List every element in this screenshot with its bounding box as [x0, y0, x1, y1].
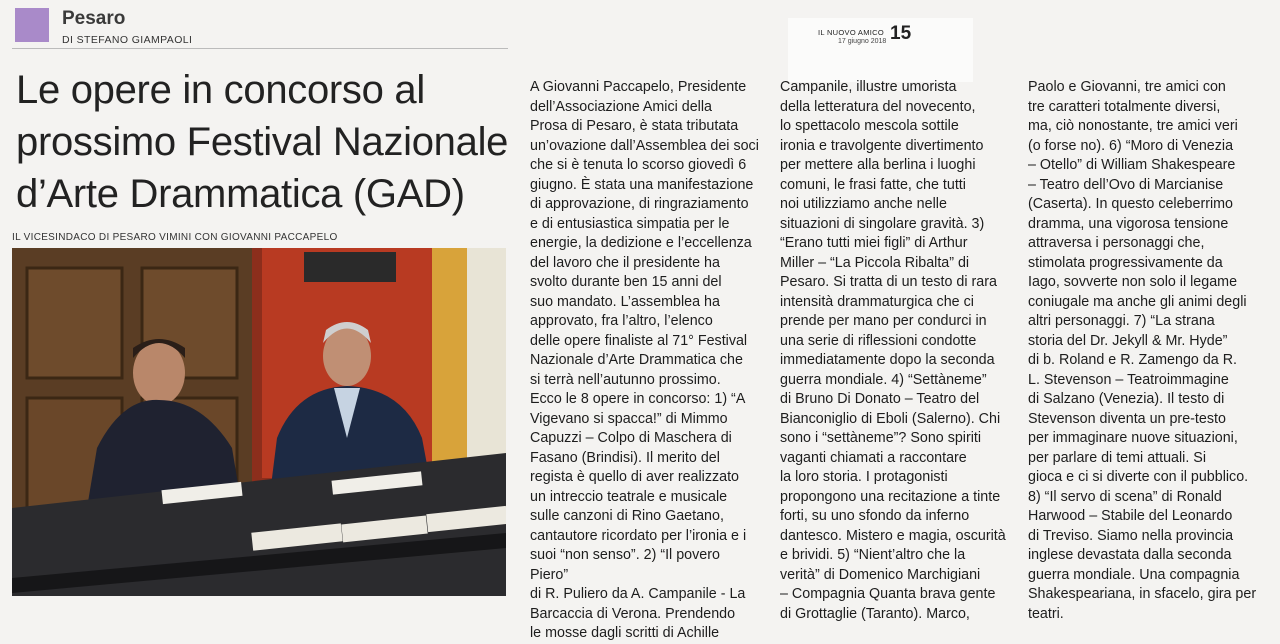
page-number: 15 [890, 23, 912, 44]
section-name: Pesaro [62, 8, 126, 29]
header-divider [12, 48, 508, 49]
article-photo [12, 248, 506, 596]
section-color-square [15, 8, 49, 42]
author-byline: DI STEFANO GIAMPAOLI [62, 34, 193, 46]
masthead-label [788, 18, 973, 82]
article-column-3: Paolo e Giovanni, tre amici con tre caratteri totalmente diversi, ma, ciò nonostante, tre amici veri (o forse no). 6) “Moro di Venezia – Otello” di William Shakespeare – Teatro dell’Ovo di Marcianise (Caserta). In questo celeberrimo dramma, una vigorosa tensione attraversa i personaggi che, stimolata progressivamente da Iago, sovverte non solo il legame coniugale ma anche gli animi degli altri personaggi. 7) “La strana storia del Dr. Jekyll & Mr. Hyde” di b. Roland e R. Zamengo da R. L. Stevenson – Teatroimmagine di Salzano (Venezia). Il testo di Stevenson diventa un pre-testo per immaginare nuove situazioni, per parlare di temi attuali. Si gioca e ci si diverte con il pubblico. 8) “Il servo di scena” di Ronald Harwood – Stabile del Leonardo di Treviso. Siamo nella provincia inglese devastata dalla seconda guerra mondiale. Una compagnia Shakespeariana, in sfacelo, gira per teatri. [1028, 79, 1257, 622]
article-column-2: Campanile, illustre umorista della letteratura del novecento, lo spettacolo mescola sottile ironia e travolgente divertimento per mettere alla berlina i luoghi comuni, le frasi fatte, che tutti noi utilizziamo anche nelle situazioni di singolare gravità. 3) “Erano tutti miei figli” di Arthur Miller – “La Piccola Ribalta” di Pesaro. Si tratta di un testo di rara intensità drammaturgica che ci prende per mano per condurci in una serie di riflessioni condotte immediatamente dopo la seconda guerra mondiale. 4) “Settàneme” di Bruno Di Donato – Teatro del Bianconiglio di Eboli (Salerno). Chi sono i “settàneme”? Sono spiriti vaganti chiamati a raccontare la loro storia. I protagonisti propongono una recitazione a tinte forti, su uno sfondo da inferno dantesco. Mistero e magia, oscurità e brividi. 5) “Nient’altro che la verità” di Domenico Marchigiani – Compagnia Quanta brava gente di Grottaglie (Taranto). Marco, [780, 79, 1006, 622]
issue-date: 17 giugno 2018 [838, 38, 887, 45]
article-headline: Le opere in concorso al prossimo Festival Nazionale d’Arte Drammatica (GAD) [16, 68, 509, 216]
photo-caption: IL VICESINDACO DI PESARO VIMINI CON GIOVANNI PACCAPELO [12, 232, 338, 243]
article-column-1: A Giovanni Paccapelo, Presidente dell’Associazione Amici della Prosa di Pesaro, è stata tributata un’ovazione dall’Assemblea dei soci che si è tenuta lo scorso giovedì 6 giugno. È stata una manifestazione di approvazione, di ringraziamento e di entusiastica simpatia per le energie, la dedizione e l’eccellenza del lavoro che il presidente ha svolto durante ben 15 anni del suo mandato. L’assemblea ha approvato, fra l’altro, l’elenco delle opere finaliste al 71° Festival Nazionale d’Arte Drammatica che si terrà nell’autunno prossimo. Ecco le 8 opere in concorso: 1) “A Vigevano si spacca!” di Mimmo Capuzzi – Colpo di Maschera di Fasano (Brindisi). Il merito del regista è quello di aver realizzato un intreccio teatrale e musicale sulle canzoni di Rino Gaetano, cantautore ricordato per l’ironia e i suoi “non senso”. 2) “Il povero Piero” di R. Puliero da A. Campanile - La Barcaccia di Verona. Prendendo le mosse dagli scritti di Achille [530, 79, 759, 641]
newspaper-name: IL NUOVO AMICO [818, 28, 885, 37]
